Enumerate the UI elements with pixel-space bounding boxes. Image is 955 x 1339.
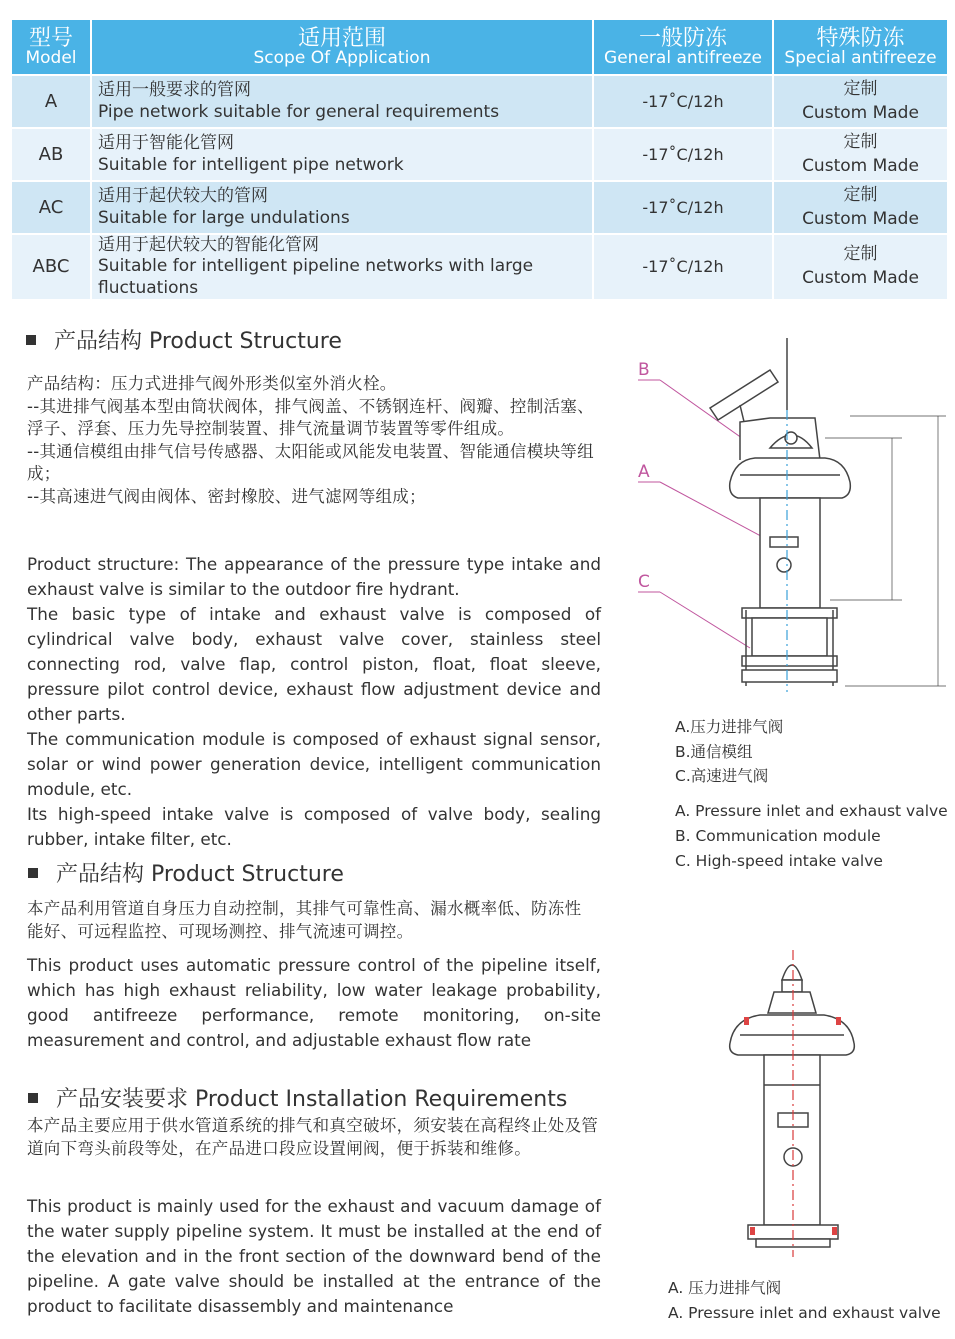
figure1-captions-cn: A.压力进排气阀 B.通信模组 C.高速进气阀 — [675, 718, 784, 785]
valve-assembly-drawing — [620, 330, 950, 700]
header-model: 型号 Model — [11, 19, 91, 75]
header-special-antifreeze: 特殊防冻 Special antifreeze — [773, 19, 948, 75]
bullet-square-icon — [28, 1093, 38, 1103]
model-cell: A — [11, 75, 91, 128]
label-a: A — [638, 462, 650, 482]
model-cell: AB — [11, 128, 91, 181]
scope-cell: 适用于智能化管网 Suitable for intelligent pipe network — [91, 128, 593, 181]
features-en-text: This product uses automatic pressure control of the pipeline itself, which has high exhaust reliability, low water leakage probability, good antifreeze performance, remote monitoring, on-site measurement and control, and adjustable exhaust flow rate — [27, 955, 601, 1050]
valve-assembly-svg — [620, 330, 950, 700]
figure1-captions-en: A. Pressure inlet and exhaust valve B. Communication module C. High-speed intake valve — [675, 802, 948, 870]
table-row — [11, 128, 948, 181]
scope-cell: 适用于起伏较大的智能化管网 Suitable for intelligent pipeline networks with large fluctuations — [91, 234, 593, 300]
structure-en-text: Product structure: The appearance of the pressure type intake and exhaust valve is similar to the outdoor fire hydrant. The basic type of intake and exhaust valve is composed of cylindrical valve body, exhaust valve cover, stainless steel connecting rod, valve flap, control piston, float, float sleeve, pressure pilot control device, exhaust flow adjustment device and other parts. The communication module is composed of exhaust signal sensor, solar or wind power generation device, intelligent communication module, etc. Its high-speed intake valve is composed of valve body, sealing rubber, intake filter, etc. — [27, 554, 601, 849]
installation-en-text: This product is mainly used for the exhaust and vacuum damage of the water supply pipeline system. It must be installed at the end of the elevation and in the front section of the downward bend of the pipeline. A gate valve should be installed at the entrance of the product to facilitate disassembly and maintenance — [27, 1196, 601, 1316]
header-scope: 适用范围 Scope Of Application — [91, 19, 593, 75]
label-b: B — [638, 360, 650, 380]
label-c: C — [638, 572, 650, 592]
section-title-installation: 产品安装要求 Product Installation Requirements — [28, 1082, 567, 1113]
bullet-square-icon — [28, 868, 38, 878]
section-title-structure: 产品结构 Product Structure — [26, 324, 342, 355]
pressure-valve-drawing — [720, 945, 880, 1265]
model-cell: AC — [11, 181, 91, 234]
special-cell: 定制 Custom Made — [773, 75, 948, 128]
scope-cell: 适用于起伏较大的管网 Suitable for large undulations — [91, 181, 593, 234]
features-cn-text: 本产品利用管道自身压力自动控制，其排气可靠性高、漏水概率低、防冻性能好、可远程监控、可现场测控、排气流速可调控。 — [27, 899, 582, 941]
general-cell: -17˚C/12h — [593, 181, 773, 234]
table-row — [11, 181, 948, 234]
header-general-antifreeze: 一般防冻 General antifreeze — [593, 19, 773, 75]
table-header-row — [11, 19, 948, 75]
figure2-captions: A. 压力进排气阀 A. Pressure inlet and exhaust valve — [668, 1279, 941, 1322]
bullet-square-icon — [26, 335, 36, 345]
general-cell: -17˚C/12h — [593, 75, 773, 128]
installation-cn-text: 本产品主要应用于供水管道系统的排气和真空破坏，须安装在高程终止处及管道向下弯头前段等处，在产品进口段应设置闸阀，便于拆装和维修。 — [27, 1116, 599, 1158]
pressure-valve-svg — [720, 945, 880, 1265]
table-row — [11, 75, 948, 128]
special-cell: 定制 Custom Made — [773, 234, 948, 300]
table-row — [11, 234, 948, 300]
special-cell: 定制 Custom Made — [773, 181, 948, 234]
section-title-features: 产品结构 Product Structure — [28, 857, 344, 888]
scope-cell: 适用一般要求的管网 Pipe network suitable for general requirements — [91, 75, 593, 128]
model-cell: ABC — [11, 234, 91, 300]
special-cell: 定制 Custom Made — [773, 128, 948, 181]
general-cell: -17˚C/12h — [593, 128, 773, 181]
general-cell: -17˚C/12h — [593, 234, 773, 300]
structure-cn-text: 产品结构：压力式进排气阀外形类似室外消火栓。 --其进排气阀基本型由筒状阀体，排气阀盖、不锈钢连杆、阀瓣、控制活塞、浮子、浮套、压力先导控制装置、排气流量调节装置等零件组成。 --其通信模组由排气信号传感器、太阳能或风能发电装置、智能通信模块等组成； --其高速进气阀由阀体、密封橡胶、进气滤网等组成； — [27, 374, 594, 506]
spec-table — [10, 18, 949, 301]
